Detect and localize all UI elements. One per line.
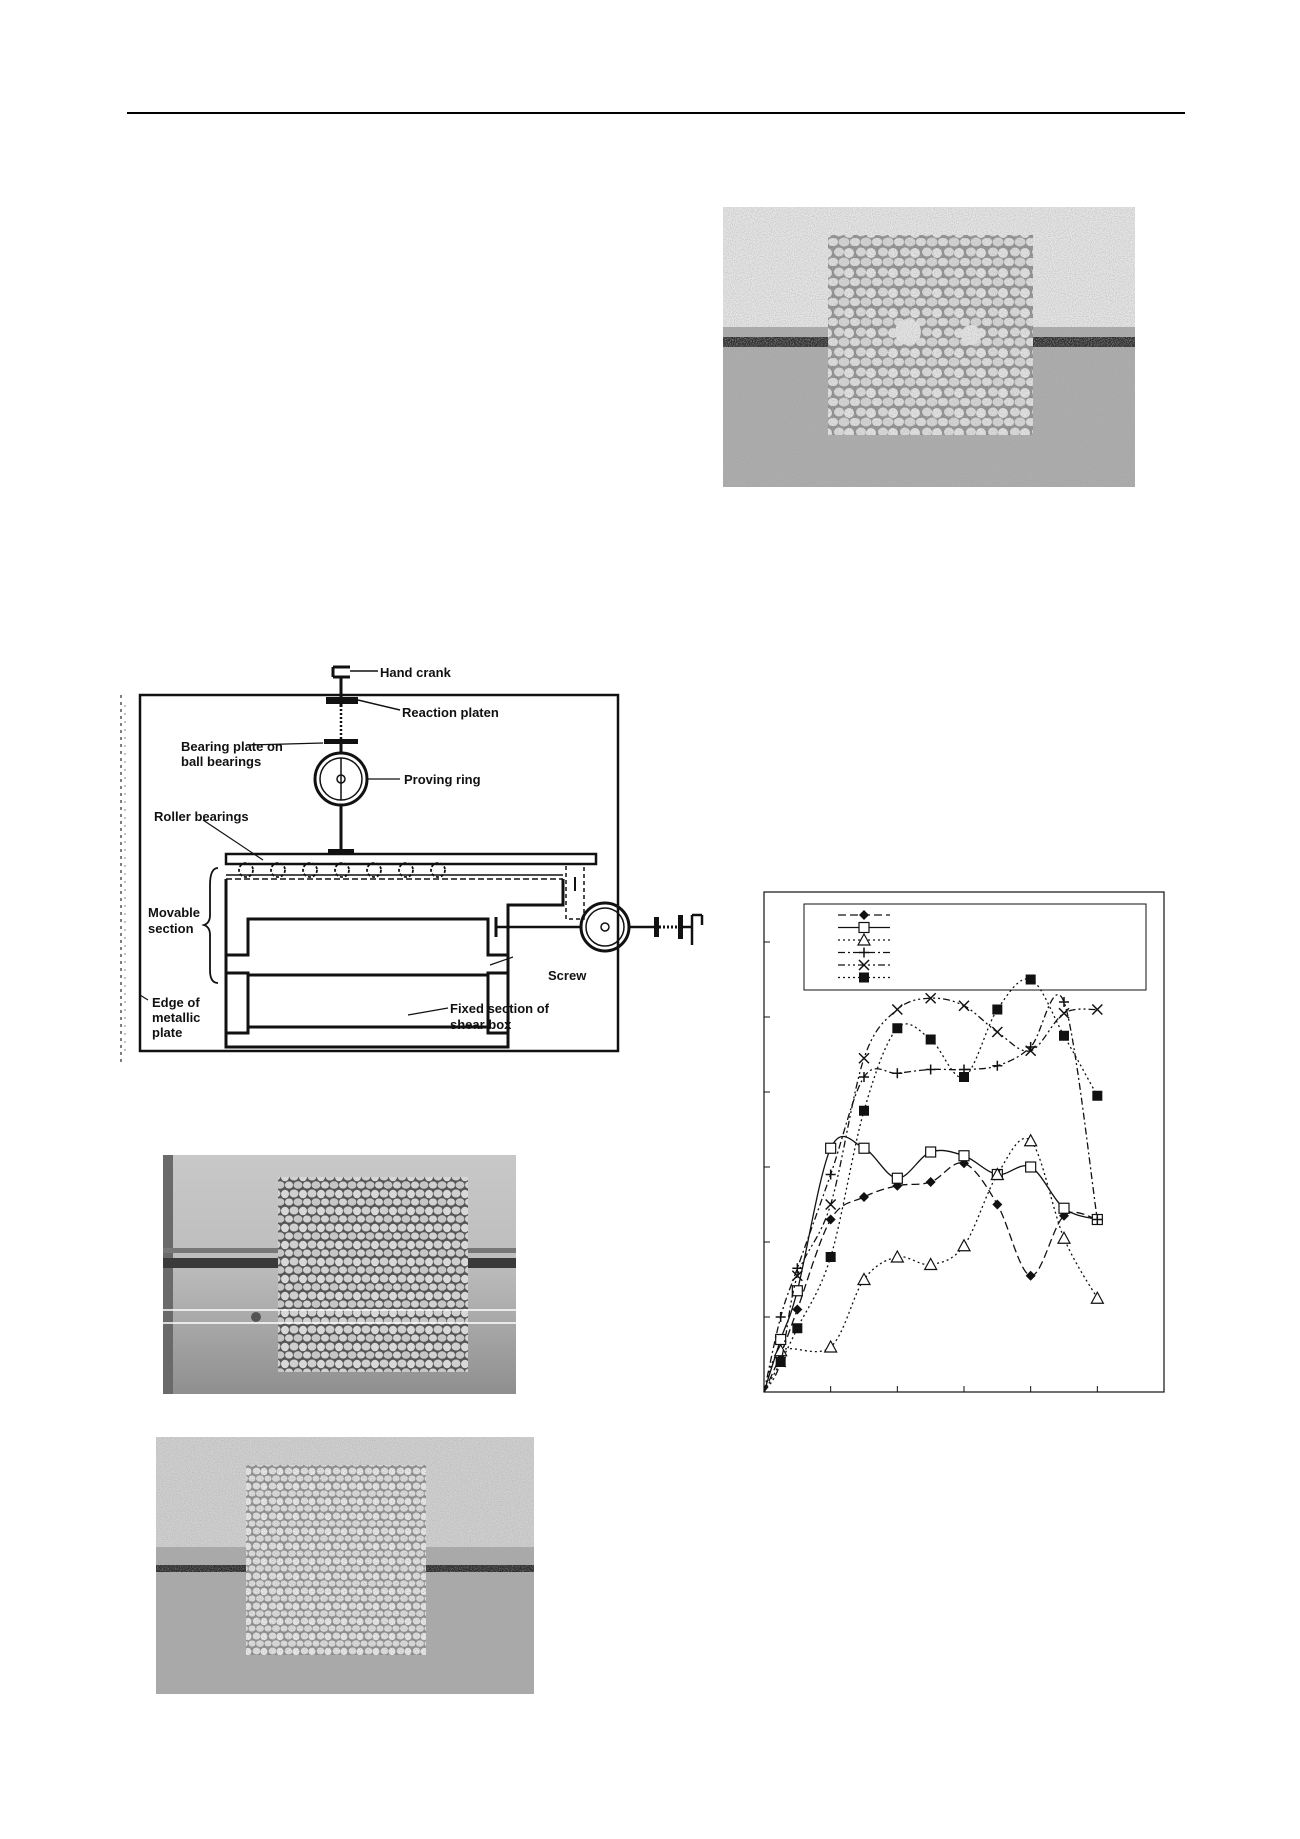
data-point bbox=[1058, 1232, 1070, 1243]
data-point bbox=[892, 1005, 902, 1015]
data-point bbox=[1026, 1162, 1036, 1172]
series-line bbox=[764, 998, 1097, 1392]
data-point bbox=[926, 1177, 936, 1187]
label-edge-3: plate bbox=[152, 1025, 183, 1040]
data-point bbox=[859, 1106, 869, 1116]
data-point bbox=[992, 1005, 1002, 1015]
label-movable-1: Movable bbox=[148, 905, 201, 920]
label-hand-crank: Hand crank bbox=[380, 665, 451, 680]
data-point bbox=[792, 1305, 802, 1315]
data-point bbox=[1026, 1271, 1036, 1281]
header-rule bbox=[127, 112, 1185, 114]
label-fixed-1: Fixed section of bbox=[450, 1001, 549, 1016]
data-point bbox=[1092, 1091, 1102, 1101]
data-point bbox=[958, 1240, 970, 1251]
specimen-photo-middle-left bbox=[163, 1155, 516, 1394]
data-point bbox=[859, 923, 869, 933]
data-point bbox=[1059, 997, 1069, 1007]
data-point bbox=[892, 1173, 902, 1183]
series-line bbox=[764, 1163, 1097, 1392]
specimen-photo-bottom-left bbox=[156, 1437, 534, 1694]
data-point bbox=[859, 973, 869, 983]
data-point bbox=[859, 1192, 869, 1202]
data-point bbox=[992, 1200, 1002, 1210]
data-point bbox=[926, 1065, 936, 1075]
data-point bbox=[826, 1215, 836, 1225]
data-point bbox=[1025, 1135, 1037, 1146]
diagram-labels bbox=[118, 655, 718, 1075]
data-point bbox=[776, 1312, 786, 1322]
data-point bbox=[826, 1200, 836, 1210]
shear-stress-chart bbox=[740, 890, 1180, 1410]
chart-legend bbox=[804, 904, 1146, 990]
chart-series bbox=[764, 975, 1103, 1393]
label-movable-2: section bbox=[148, 921, 194, 936]
data-point bbox=[776, 1357, 786, 1367]
series-line bbox=[764, 995, 1097, 1392]
data-point bbox=[892, 1068, 902, 1078]
data-point bbox=[858, 1274, 870, 1285]
label-edge-1: Edge of bbox=[152, 995, 200, 1010]
data-point bbox=[992, 1061, 1002, 1071]
data-point bbox=[1059, 1203, 1069, 1213]
label-roller-bearings: Roller bearings bbox=[154, 809, 249, 824]
data-point bbox=[891, 1251, 903, 1262]
data-point bbox=[792, 1323, 802, 1333]
specimen-photo-top-right bbox=[723, 207, 1135, 487]
label-proving-ring: Proving ring bbox=[404, 772, 481, 787]
label-fixed-2: shear box bbox=[450, 1017, 512, 1032]
data-point bbox=[776, 1335, 786, 1345]
label-screw: Screw bbox=[548, 968, 587, 983]
data-point bbox=[926, 1035, 936, 1045]
data-point bbox=[826, 1252, 836, 1262]
data-point bbox=[1059, 1031, 1069, 1041]
data-point bbox=[859, 1143, 869, 1153]
data-point bbox=[1091, 1292, 1103, 1303]
data-point bbox=[959, 1001, 969, 1011]
label-edge-2: metallic bbox=[152, 1010, 201, 1025]
data-point bbox=[826, 1143, 836, 1153]
data-point bbox=[825, 1341, 837, 1352]
data-point bbox=[959, 1151, 969, 1161]
data-point bbox=[992, 1027, 1002, 1037]
data-point bbox=[775, 1345, 787, 1356]
data-point bbox=[925, 1259, 937, 1270]
label-reaction-platen: Reaction platen bbox=[402, 705, 499, 720]
data-point bbox=[892, 1023, 902, 1033]
label-bearing-plate-2: ball bearings bbox=[181, 754, 262, 769]
data-point bbox=[826, 1170, 836, 1180]
label-bearing-plate-1: Bearing plate on bbox=[181, 739, 283, 754]
series-3 bbox=[764, 1135, 1103, 1392]
data-point bbox=[1026, 975, 1036, 985]
data-point bbox=[859, 1053, 869, 1063]
data-point bbox=[959, 1072, 969, 1082]
data-point bbox=[926, 1147, 936, 1157]
